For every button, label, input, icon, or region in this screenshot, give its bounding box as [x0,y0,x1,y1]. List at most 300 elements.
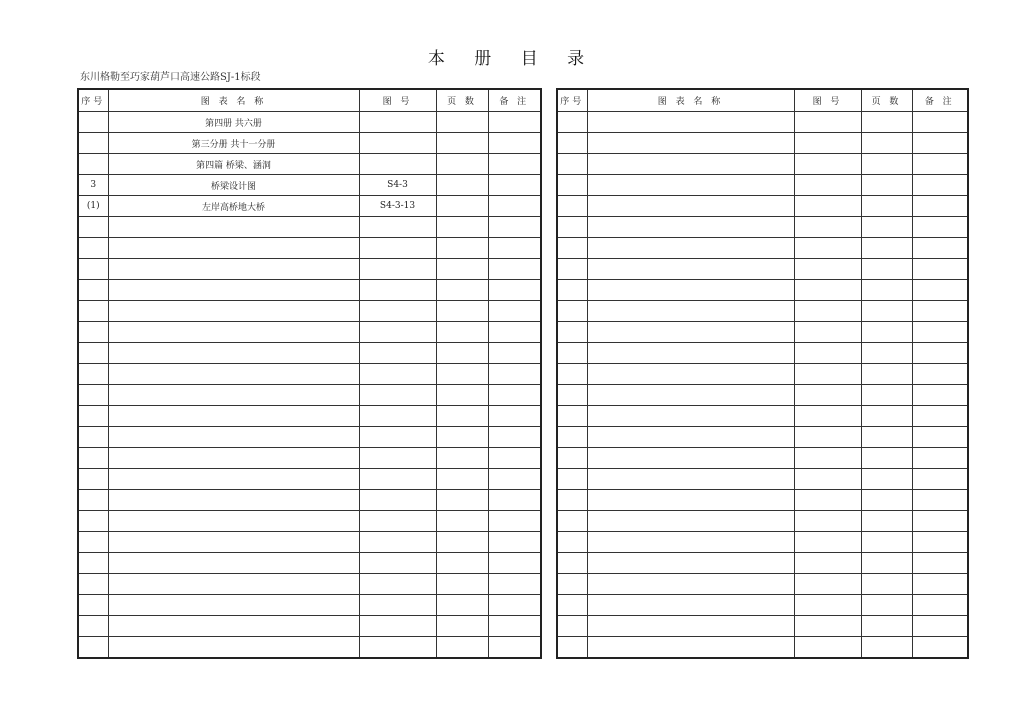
row-pages-cell [436,406,488,427]
row-code-cell [794,490,861,511]
row-code-cell [359,364,436,385]
row-seq-cell [78,595,108,616]
row-pages-cell [861,553,912,574]
row-code-cell [359,448,436,469]
row-remarks-cell [488,637,541,659]
row-code-cell [794,259,861,280]
row-seq-cell [78,616,108,637]
row-seq-cell [78,217,108,238]
row-code-cell [794,637,861,659]
header-name: 图 表 名 称 [108,89,359,112]
row-remarks-cell [488,343,541,364]
table-row [557,364,968,385]
row-remarks-cell [912,553,968,574]
header-remarks: 备 注 [912,89,968,112]
row-name-cell [587,175,794,196]
table-row [557,259,968,280]
row-code-cell [794,448,861,469]
header-row [78,89,541,112]
row-remarks-cell [488,490,541,511]
row-code-cell [359,595,436,616]
row-remarks-cell [488,175,541,196]
row-seq-cell [78,322,108,343]
row-code-cell [794,511,861,532]
row-seq-cell [78,511,108,532]
row-code-cell [359,469,436,490]
row-name-cell [108,511,359,532]
table-row [78,406,541,427]
row-code-cell [359,238,436,259]
table-row [78,238,541,259]
row-remarks-cell [912,385,968,406]
row-seq-cell [78,553,108,574]
table-row [78,511,541,532]
row-seq-cell [557,154,587,175]
row-remarks-cell [912,616,968,637]
row-code-cell [794,175,861,196]
row-name-cell [108,364,359,385]
table-row [557,112,968,133]
row-seq-cell [557,553,587,574]
row-code-cell [794,595,861,616]
row-remarks-cell [488,259,541,280]
header-seq: 序号 [557,89,587,112]
row-seq-cell [78,448,108,469]
row-code-cell: S4-3-13 [359,196,436,217]
table-row [557,448,968,469]
row-code-cell [359,133,436,154]
row-seq-cell [78,469,108,490]
row-name-cell [587,112,794,133]
row-pages-cell [436,217,488,238]
row-pages-cell [436,154,488,175]
row-seq-cell [557,196,587,217]
table-row [557,574,968,595]
row-code-cell [359,532,436,553]
row-name-cell: 桥梁设计图 [108,175,359,196]
row-remarks-cell [488,322,541,343]
row-seq-cell [557,511,587,532]
row-code-cell [359,553,436,574]
table-row [78,574,541,595]
row-name-cell [587,511,794,532]
row-code-cell [794,574,861,595]
row-pages-cell [861,280,912,301]
row-name-cell [587,322,794,343]
row-seq-cell [557,364,587,385]
row-pages-cell [861,364,912,385]
row-name-cell [108,406,359,427]
row-name-cell [108,595,359,616]
row-pages-cell [861,196,912,217]
row-pages-cell [861,301,912,322]
row-name-cell [587,217,794,238]
row-pages-cell [436,343,488,364]
table-row [78,553,541,574]
row-code-cell [359,574,436,595]
table-row [78,175,541,196]
table-row [557,322,968,343]
row-code-cell [794,343,861,364]
row-code-cell [359,511,436,532]
row-code-cell [794,406,861,427]
row-remarks-cell [488,427,541,448]
table-row [78,301,541,322]
table-row [557,469,968,490]
row-seq-cell [78,343,108,364]
row-code-cell [359,385,436,406]
table-row [557,616,968,637]
row-name-cell [587,553,794,574]
row-pages-cell [436,448,488,469]
row-code-cell [359,490,436,511]
row-name-cell [587,532,794,553]
row-remarks-cell [912,574,968,595]
row-name-cell: 第三分册 共十一分册 [108,133,359,154]
row-code-cell [794,322,861,343]
row-code-cell [359,343,436,364]
row-remarks-cell [912,175,968,196]
row-remarks-cell [488,280,541,301]
table-row [557,301,968,322]
row-code-cell [794,217,861,238]
row-seq-cell [557,406,587,427]
row-code-cell [794,469,861,490]
row-seq-cell [78,490,108,511]
row-code-cell [794,532,861,553]
row-pages-cell [436,553,488,574]
header-remarks: 备 注 [488,89,541,112]
row-remarks-cell [488,196,541,217]
table-row [557,637,968,659]
row-pages-cell [436,322,488,343]
row-remarks-cell [912,448,968,469]
row-remarks-cell [912,406,968,427]
row-remarks-cell [912,364,968,385]
row-code-cell [794,133,861,154]
row-seq-cell [557,112,587,133]
row-code-cell [794,196,861,217]
table-row [557,154,968,175]
row-seq-cell [78,364,108,385]
row-remarks-cell [912,490,968,511]
row-remarks-cell [488,406,541,427]
row-remarks-cell [912,301,968,322]
table-row [78,364,541,385]
table-row [78,217,541,238]
row-pages-cell [861,133,912,154]
row-remarks-cell [488,133,541,154]
page-title: 本 册 目 录 [427,49,597,69]
header-row [557,89,968,112]
row-pages-cell [861,427,912,448]
row-seq-cell [78,112,108,133]
row-remarks-cell [912,637,968,659]
table-row [557,511,968,532]
row-remarks-cell [912,154,968,175]
row-pages-cell [861,385,912,406]
row-code-cell: S4-3 [359,175,436,196]
table-row [78,280,541,301]
row-remarks-cell [488,154,541,175]
table-row [78,469,541,490]
row-remarks-cell [912,238,968,259]
table-row [557,532,968,553]
row-name-cell [108,448,359,469]
row-code-cell [794,112,861,133]
table-row [78,637,541,659]
row-code-cell [359,616,436,637]
row-pages-cell [861,217,912,238]
row-remarks-cell [488,511,541,532]
row-remarks-cell [488,217,541,238]
header-code: 图 号 [794,89,861,112]
row-seq-cell [557,217,587,238]
table-row [78,385,541,406]
row-name-cell [108,574,359,595]
row-name-cell [108,301,359,322]
row-pages-cell [861,595,912,616]
row-remarks-cell [912,322,968,343]
row-seq-cell [78,532,108,553]
row-remarks-cell [912,217,968,238]
row-code-cell [794,553,861,574]
row-pages-cell [436,385,488,406]
row-code-cell [359,301,436,322]
row-name-cell [108,343,359,364]
row-pages-cell [861,574,912,595]
table-row [78,322,541,343]
table-row [557,196,968,217]
row-seq-cell [78,133,108,154]
row-pages-cell [436,133,488,154]
row-remarks-cell [912,259,968,280]
row-seq-cell [78,301,108,322]
row-pages-cell [861,490,912,511]
row-pages-cell [436,574,488,595]
table-row [557,238,968,259]
row-pages-cell [861,175,912,196]
right-index-table [556,88,969,659]
row-remarks-cell [488,364,541,385]
table-row [78,595,541,616]
row-name-cell: 第四册 共六册 [108,112,359,133]
table-row [78,616,541,637]
table-row [78,154,541,175]
row-pages-cell [861,616,912,637]
row-name-cell [587,427,794,448]
row-pages-cell [861,532,912,553]
row-seq-cell [78,280,108,301]
table-row [78,448,541,469]
row-name-cell [587,280,794,301]
row-seq-cell [557,616,587,637]
row-name-cell [108,532,359,553]
table-row [557,175,968,196]
row-name-cell [587,469,794,490]
row-seq-cell [78,238,108,259]
row-seq-cell: (1) [78,196,108,217]
table-row [78,427,541,448]
row-remarks-cell [488,112,541,133]
header-seq: 序号 [78,89,108,112]
row-pages-cell [861,238,912,259]
row-seq-cell [78,385,108,406]
row-pages-cell [436,595,488,616]
row-pages-cell [436,364,488,385]
table-row [557,385,968,406]
table-row [557,343,968,364]
table-row [78,343,541,364]
row-name-cell [587,343,794,364]
row-remarks-cell [912,133,968,154]
table-row [78,133,541,154]
header-pages: 页 数 [436,89,488,112]
left-index-table [77,88,542,659]
row-remarks-cell [488,532,541,553]
row-name-cell: 第四篇 桥梁、涵洞 [108,154,359,175]
table-row [78,112,541,133]
row-pages-cell [436,616,488,637]
row-name-cell [587,154,794,175]
row-seq-cell [78,406,108,427]
row-seq-cell [557,301,587,322]
row-remarks-cell [488,469,541,490]
row-remarks-cell [488,574,541,595]
row-pages-cell [861,511,912,532]
row-pages-cell [436,280,488,301]
row-name-cell [108,238,359,259]
row-pages-cell [436,196,488,217]
row-code-cell [359,112,436,133]
row-remarks-cell [912,196,968,217]
table-row [557,280,968,301]
row-seq-cell [557,133,587,154]
row-name-cell [587,133,794,154]
row-pages-cell [861,406,912,427]
row-seq-cell [557,574,587,595]
row-code-cell [359,259,436,280]
table-row [557,595,968,616]
table-row [78,196,541,217]
row-pages-cell [436,637,488,659]
row-code-cell [359,637,436,659]
row-remarks-cell [912,469,968,490]
row-code-cell [794,385,861,406]
row-name-cell [587,574,794,595]
row-name-cell [108,616,359,637]
row-pages-cell [861,154,912,175]
row-pages-cell [436,532,488,553]
row-code-cell [794,364,861,385]
row-name-cell [587,595,794,616]
row-code-cell [359,154,436,175]
row-name-cell: 左岸高桥地大桥 [108,196,359,217]
row-code-cell [794,301,861,322]
row-pages-cell [436,469,488,490]
row-name-cell [587,196,794,217]
row-remarks-cell [488,553,541,574]
row-name-cell [108,637,359,659]
table-row [78,490,541,511]
table-row [557,217,968,238]
header-pages: 页 数 [861,89,912,112]
row-name-cell [108,280,359,301]
row-pages-cell [436,511,488,532]
row-seq-cell [557,637,587,659]
row-pages-cell [861,343,912,364]
row-name-cell [108,427,359,448]
row-pages-cell [861,112,912,133]
row-name-cell [587,637,794,659]
row-seq-cell [557,595,587,616]
row-name-cell [108,469,359,490]
row-seq-cell [557,427,587,448]
row-remarks-cell [488,616,541,637]
project-name: 东川格勒至巧家葫芦口高速公路SJ-1标段 [80,72,261,83]
row-pages-cell [861,637,912,659]
row-remarks-cell [912,532,968,553]
row-seq-cell [557,238,587,259]
row-pages-cell [861,448,912,469]
row-seq-cell [557,259,587,280]
row-code-cell [794,238,861,259]
row-seq-cell [557,343,587,364]
row-pages-cell [436,259,488,280]
row-name-cell [587,238,794,259]
row-seq-cell [557,532,587,553]
row-seq-cell [557,448,587,469]
row-pages-cell [861,469,912,490]
row-seq-cell [78,154,108,175]
row-remarks-cell [488,595,541,616]
header-code: 图 号 [359,89,436,112]
table-row [557,490,968,511]
table-row [78,532,541,553]
row-pages-cell [436,112,488,133]
row-code-cell [359,217,436,238]
row-code-cell [359,280,436,301]
row-name-cell [587,616,794,637]
row-code-cell [794,616,861,637]
row-pages-cell [436,427,488,448]
row-pages-cell [436,490,488,511]
row-name-cell [108,217,359,238]
row-code-cell [359,322,436,343]
row-code-cell [794,427,861,448]
row-pages-cell [861,259,912,280]
row-name-cell [108,490,359,511]
table-row [557,553,968,574]
row-remarks-cell [488,301,541,322]
row-seq-cell [557,490,587,511]
row-remarks-cell [912,595,968,616]
row-name-cell [108,322,359,343]
header-name: 图 表 名 称 [587,89,794,112]
row-code-cell [794,280,861,301]
row-seq-cell [78,637,108,659]
row-name-cell [108,259,359,280]
row-seq-cell [78,574,108,595]
row-pages-cell [436,301,488,322]
row-remarks-cell [912,427,968,448]
row-seq-cell: 3 [78,175,108,196]
row-pages-cell [436,175,488,196]
row-name-cell [587,385,794,406]
table-row [557,133,968,154]
row-code-cell [794,154,861,175]
row-seq-cell [557,385,587,406]
